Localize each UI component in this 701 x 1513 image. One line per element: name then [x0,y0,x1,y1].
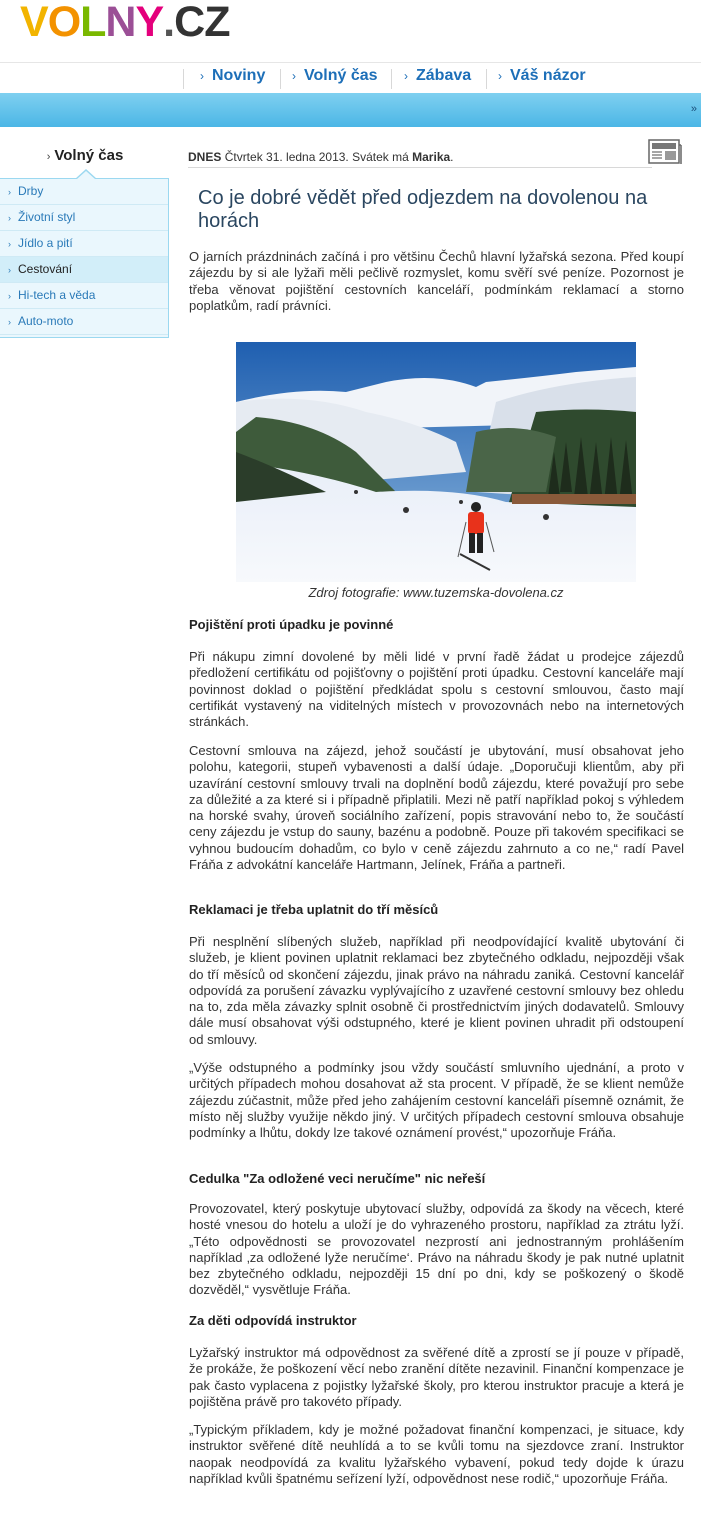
sidebar-item-jidlo-a-piti[interactable] [0,231,168,257]
article-paragraph [189,1060,684,1141]
sidebar-item-label: Životní styl [18,210,76,224]
logo-letter: Z [204,0,230,46]
dateline-source: DNES [188,150,222,164]
paragraph: „Výše odstupného a podmínky jsou vždy součástí smluvního ujednání, a proto v určitých případech mohou dosahovat až sta procent. V případě, že se klient nemůže zájezdu zúčastnit, může před jeho zahájením cestovní kanceláři písemně oznámit, že místo něj služby využije někdo jiný. V určitých případech cestovní smlouva obsahuje podmínky a lhůtu, dokdy lze takové oznámení provést,“ upozorňuje Fráňa. [189,1060,684,1141]
sidebar-title-label: Volný čas [54,147,124,164]
article-section-1 [189,617,684,633]
article-section-2 [189,902,684,918]
nav-divider [391,69,392,89]
sidebar-item-zivotni-styl[interactable] [0,205,168,231]
blue-banner-bar [0,93,701,127]
section-heading: Za děti odpovídá instruktor [189,1313,357,1328]
chevron-right-icon: › [46,151,51,163]
more-arrow[interactable]: » [690,103,697,115]
logo-letter: N [105,0,136,46]
article-paragraph [189,934,684,1048]
article-paragraph [189,1201,684,1299]
site-logo[interactable] [20,0,230,46]
chevron-right-icon: › [200,69,204,83]
nav-item-noviny[interactable] [200,67,265,85]
sidebar-item-hi-tech[interactable] [0,283,168,309]
logo-letter: O [47,0,81,46]
sidebar-item-drby[interactable] [0,179,168,205]
logo-letter: . [163,0,175,46]
chevron-right-icon: › [8,291,11,301]
sidebar-menu [0,178,169,338]
paragraph: Při nákupu zimní dovolené by měli lidé v první řadě žádat u prodejce zájezdů předložení certifikátu od pojišťovny o pojištění proti úpadku. Cestovní kanceláře mají povinnost doklad o pojištění předkládat spolu s cestovní smlouvou, často mají certifikát vystavený na viditelných místech v provozovnách nebo na internetových stránkách. [189,649,684,730]
dateline-date: Čtvrtek 31. ledna 2013. Svátek má [224,150,409,164]
chevron-right-icon: › [498,69,502,83]
chevron-right-icon: › [8,187,11,197]
paragraph: „Typickým příkladem, kdy je možné požadovat finanční kompenzaci, je situace, kdy instruktor svěřené dítě neuhlídá a to se kvůli tomu na sjezdovce zraní. Instruktor naopak neodpovídá za kvalitu lyžařského vybavení, pokud tedy dojde k úrazu například kvůli špatnému seřízení lyží, odpovědnost nese rodič,“ upozorňuje Fráňa. [189,1422,684,1486]
newspaper-icon[interactable] [648,139,682,165]
sidebar-item-auto-moto[interactable] [0,309,168,335]
article-paragraph [189,1422,684,1487]
nav-item-vas-nazor[interactable] [498,67,586,85]
logo-letter: C [174,0,205,46]
nav-divider [280,69,281,89]
nav-item-volny-cas[interactable] [292,67,378,85]
nav-label: Zábava [416,67,472,84]
paragraph: Provozovatel, který poskytuje ubytovací služby, odpovídá za škody na věcech, které hosté vnesou do hotelu a uloží je do vyhrazeného prostoru, například za ztrátu lyží. „Této odpovědnosti se provozovatel nezprostí ani jednostranným prohlášením například ‚za odložené lyže neručíme‘. Právo na náhradu škody je pak nutné uplatnit bez zbytečného odkladu, nejpozději 15 dní po dni, kdy se poškozený o škodě dozvěděl,“ vysvětluje Fráňa. [189,1201,684,1298]
dateline [188,150,652,168]
ski-slope-photo [236,342,636,582]
section-heading: Reklamaci je třeba uplatnit do tří měsíců [189,902,439,917]
nav-divider [486,69,487,89]
logo-letter: Y [135,0,164,46]
chevron-right-icon: › [404,69,408,83]
article-paragraph [189,1345,684,1410]
nav-label: Váš názor [510,67,586,84]
nav-item-zabava[interactable] [404,67,471,85]
article-paragraph [189,743,684,873]
dateline-nameday: Marika [412,150,451,164]
chevron-right-icon: › [8,239,11,249]
paragraph: Cestovní smlouva na zájezd, jehož součástí je ubytování, musí obsahovat jeho polohu, kategorii, stupeň vybavenosti a další údaje. „Doporučuji klientům, aby při uzavírání cestovní smlouvy trvali na doplnění bodů zájezdu, které považují pro sebe za důležité a za které si i případně připlatili. Mezi ně patří například pokoj s výhledem na horské svahy, úroveň sociálního zařízení, popis stravování nebo to, že součástí ceny zájezdu je vstup do sauny, bazénu a podobně. Pouze při takovém specifikaci se vyhnou budoucím dohadům, co bylo v ceně zájezdu zahrnuto a co ne,“ radí Pavel Fráňa z advokátní kanceláře Hartmann, Jelínek, Fráňa a partneři. [189,743,684,873]
article-photo [236,342,636,582]
chevron-right-icon: › [292,69,296,83]
article-lead [189,249,684,314]
section-heading: Pojištění proti úpadku je povinné [189,617,394,632]
paragraph: Při nesplnění slíbených služeb, například při neodpovídající kvalitě ubytování či služeb, je klient povinen uplatnit reklamaci bez zbytečného odkladu, nejpozději však do tří měsíců od skončení zájezdu, jinak právo na náhradu zaniká. Cestovní kancelář odpovídá za porušení závazku vyplývajícího z uzavřené cestovní smlouvy bez ohledu na to, zda měla závazky splnit osobně či prostřednictvím jiných dodavatelů. Smlouvy dále musí obsahovat výši odstupného, které je klient povinen uhradit při odstoupení od smlouvy. [189,934,684,1047]
chevron-right-icon: › [8,213,11,223]
section-heading: Cedulka "Za odložené veci neručíme" nic neřeší [189,1171,486,1186]
top-navigation [0,62,701,93]
article-title: Co je dobré vědět před odjezdem na dovolenou na horách [198,187,648,232]
logo-letter: V [20,0,48,46]
article-paragraph [189,649,684,730]
article-section-4 [189,1313,684,1329]
chevron-right-icon: › [8,317,11,327]
photo-caption: Zdroj fotografie: www.tuzemska-dovolena.cz [308,585,564,600]
sidebar-item-label: Hi-tech a věda [18,288,96,302]
sidebar-item-label: Auto-moto [18,314,74,328]
nav-label: Volný čas [304,67,378,84]
nav-divider [183,69,184,89]
paragraph: Lyžařský instruktor má odpovědnost za svěřené dítě a zprostí se jí pouze v případě, že prokáže, že poškození věcí nebo zranění dítěte nezavinil. Finanční kompenzace je pak často vyplacena z pojistky lyžařské školy, pro kterou instruktor pracuje a která je pojištěna právě pro takovéto případy. [189,1345,684,1409]
sidebar-item-label: Cestování [18,262,73,276]
nav-label: Noviny [212,67,266,84]
sidebar-item-label: Jídlo a pití [18,236,73,250]
sidebar-title[interactable] [0,147,170,164]
sidebar-item-cestovani[interactable] [0,257,168,283]
chevron-right-icon: › [8,265,11,275]
dateline-end: . [450,150,454,164]
logo-letter: L [80,0,106,46]
lead-paragraph: O jarních prázdninách začíná i pro většinu Čechů hlavní lyžařská sezona. Před koupí zájezdu by si ale lyžaři měli pečlivě rozmyslet, komu svěří své peníze. Pozornost je třeba věnovat pojištění cestovních kanceláří, podmínkám reklamací a storno poplatkům, radí právníci. [189,249,684,313]
sidebar-item-label: Drby [18,184,44,198]
article-section-3 [189,1171,684,1187]
sidebar-notch-inner [77,171,95,179]
